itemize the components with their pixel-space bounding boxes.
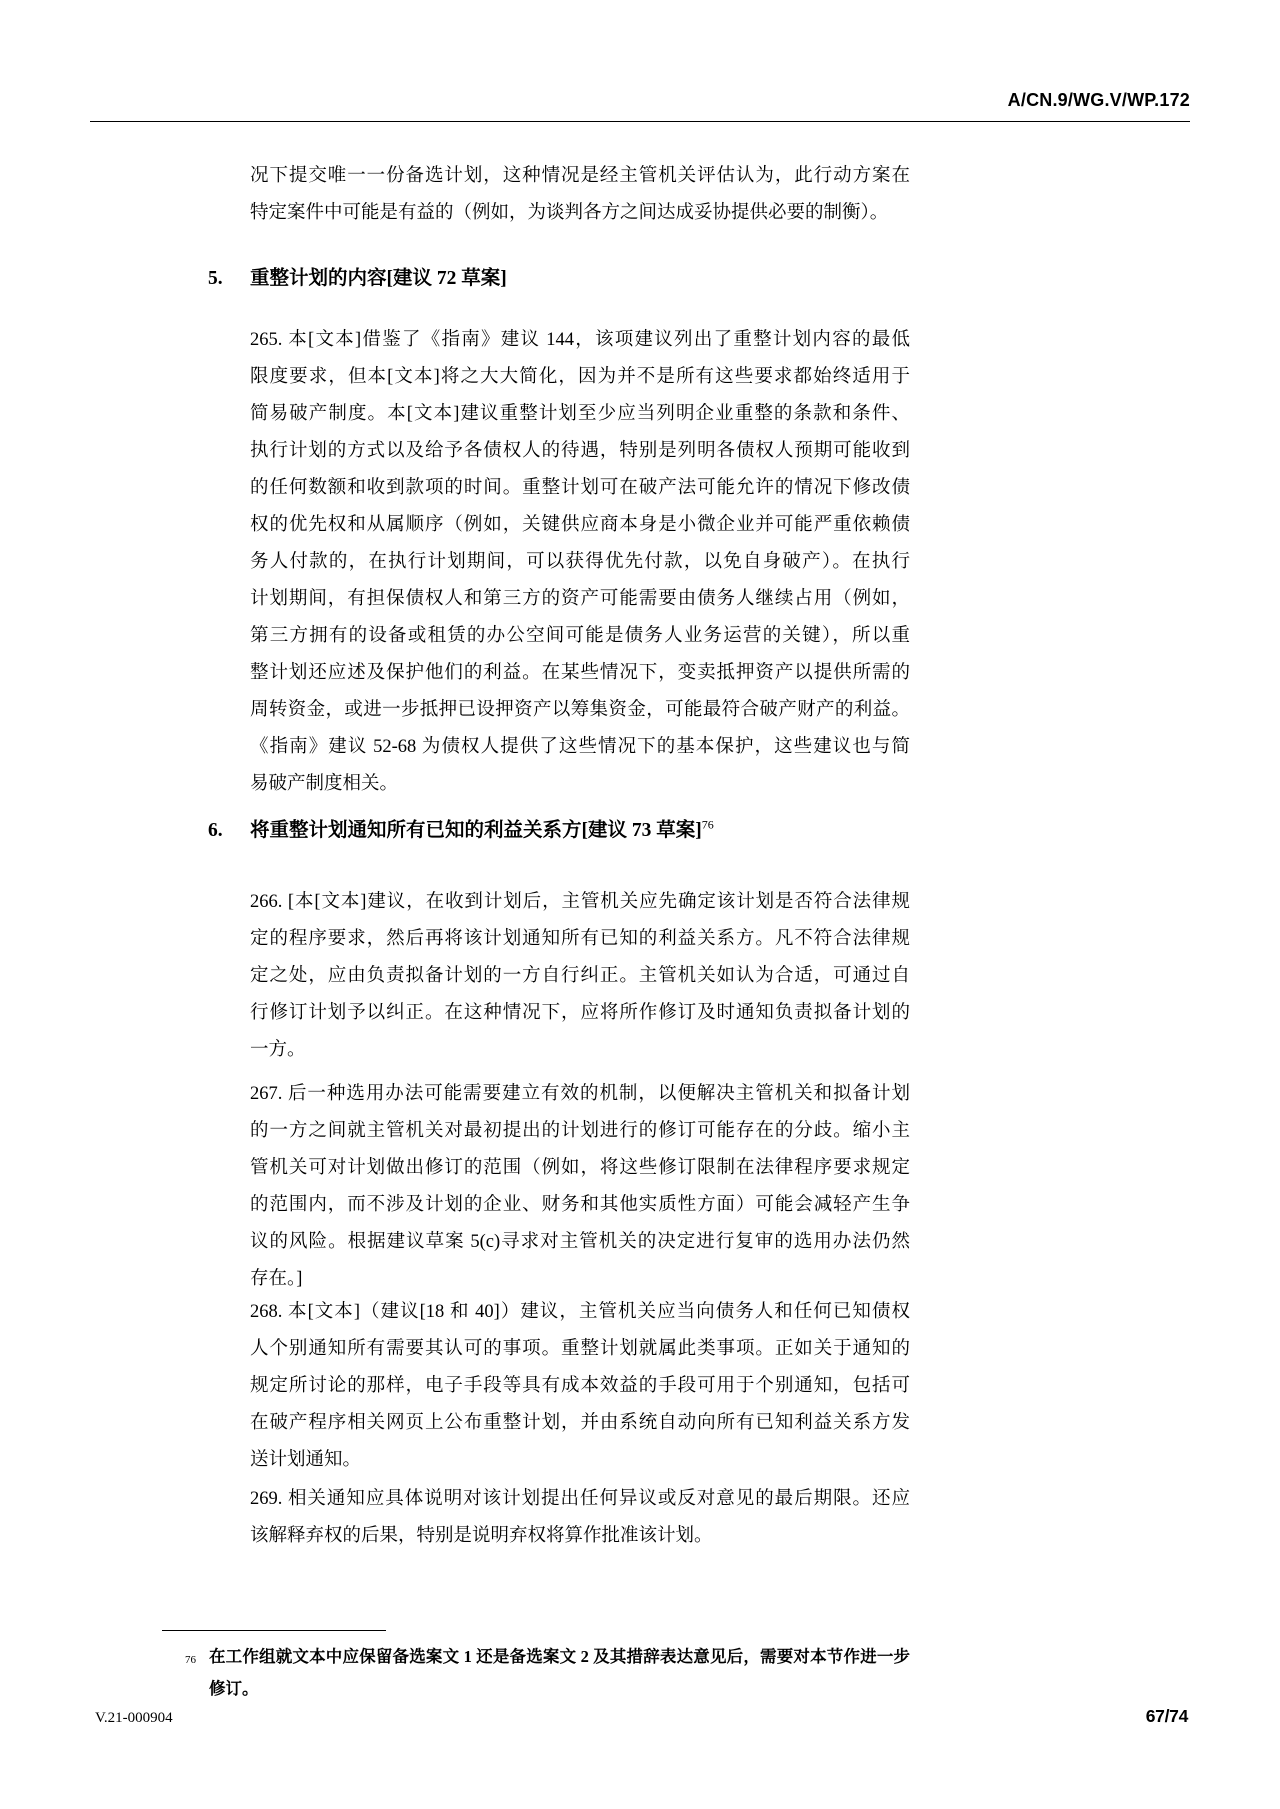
text-line: 规定所讨论的那样，电子手段等具有成本效益的手段可用于个别通知，包括可 [250,1376,910,1396]
paragraph-266 [250,884,910,1069]
document-number: A/CN.9/WG.V/WP.172 [1007,90,1190,110]
section-heading-5 [208,264,928,294]
text-line: 定的程序要求，然后再将该计划通知所有已知的利益关系方。凡不符合法律规 [250,929,910,949]
heading-number: 6. [208,820,223,841]
paragraph-267 [250,1076,910,1298]
heading-title: 重整计划的内容[建议 72 草案] [250,268,507,289]
text-line: 周转资金，或进一步抵押已设押资产以筹集资金，可能最符合破产财产的利益。 [250,700,910,720]
header-rule [90,121,1190,122]
text-line: 的任何数额和收到款项的时间。重整计划可在破产法可能允许的情况下修改债 [250,478,910,498]
text-line: 265. 本[文本]借鉴了《指南》建议 144，该项建议列出了重整计划内容的最低 [250,330,910,350]
section-heading-6 [208,816,928,846]
text-line: 的一方之间就主管机关对最初提出的计划进行的修订可能存在的分歧。缩小主 [250,1121,910,1141]
text-line: 第三方拥有的设备或租赁的办公空间可能是债务人业务运营的关键），所以重 [250,626,910,646]
text-line: 整计划还应述及保护他们的利益。在某些情况下，变卖抵押资产以提供所需的 [250,663,910,683]
paragraph-269 [250,1481,910,1555]
heading-title: 将重整计划通知所有已知的利益关系方[建议 73 草案]$^{76}$ [250,817,714,841]
text-line: 在工作组就文本中应保留备选案文 1 还是备选案文 2 及其措辞表达意见后，需要对本节作进一步 [209,1647,910,1666]
text-line: 修订。 [209,1679,259,1698]
text-line: 特定案件中可能是有益的（例如，为谈判各方之间达成妥协提供必要的制衡）。 [250,203,889,223]
text-line: 在破产程序相关网页上公布重整计划，并由系统自动向所有已知利益关系方发 [250,1413,910,1433]
footer-document-code: V.21-000904 [95,1710,173,1726]
footnote-76 [185,1641,910,1705]
text-line: 务人付款的，在执行计划期间，可以获得优先付款，以免自身破产）。在执行 [250,552,910,572]
text-line: 送计划通知。 [250,1450,362,1470]
text-line: 人个别通知所有需要其认可的事项。重整计划就属此类事项。正如关于通知的 [250,1339,910,1359]
footnote-reference-marker: 76 [701,817,714,832]
text-line: 况下提交唯一一份备选计划，这种情况是经主管机关评估认为，此行动方案在 [250,166,910,186]
footer-page-number: 67/74 [1145,1706,1188,1726]
text-line: 计划期间，有担保债权人和第三方的资产可能需要由债务人继续占用（例如， [250,589,910,609]
text-line: 执行计划的方式以及给予各债权人的待遇，特别是列明各债权人预期可能收到 [250,441,910,461]
text-line: 管机关可对计划做出修订的范围（例如，将这些修订限制在法律程序要求规定 [250,1158,910,1178]
text-line: 该解释弃权的后果，特别是说明弃权将算作批准该计划。 [250,1526,713,1546]
text-line: 存在。] [250,1269,303,1289]
text-line: 《指南》建议 52-68 为债权人提供了这些情况下的基本保护，这些建议也与简 [250,737,910,757]
text-line: 268. 本[文本]（建议[18 和 40]）建议，主管机关应当向债务人和任何已知债权 [250,1302,910,1322]
text-line: 权的优先权和从属顺序（例如，关键供应商本身是小微企业并可能严重依赖债 [250,515,910,535]
text-line: 行修订计划予以纠正。在这种情况下，应将所作修订及时通知负责拟备计划的 [250,1003,910,1023]
text-line: 的范围内，而不涉及计划的企业、财务和其他实质性方面）可能会减轻产生争 [250,1195,910,1215]
heading-number: 5. [208,268,223,289]
text-line: 易破产制度相关。 [250,774,399,794]
paragraph-continuation [250,158,910,232]
paragraph-265 [250,322,910,803]
text-line: 一方。 [250,1040,306,1060]
text-line: 议的风险。根据建议草案 5(c)寻求对主管机关的决定进行复审的选用办法仍然 [250,1232,910,1252]
footnote-text [209,1641,910,1705]
text-line: 简易破产制度。本[文本]建议重整计划至少应当列明企业重整的条款和条件、 [250,404,910,424]
text-line: 266. [本[文本]建议，在收到计划后，主管机关应先确定该计划是否符合法律规 [250,892,910,912]
text-line: 限度要求，但本[文本]将之大大简化，因为并不是所有这些要求都始终适用于 [250,367,910,387]
paragraph-268 [250,1294,910,1479]
text-line: 269. 相关通知应具体说明对该计划提出任何异议或反对意见的最后期限。还应 [250,1489,910,1509]
footnote-number: 76 [185,1654,196,1666]
text-line: 267. 后一种选用办法可能需要建立有效的机制，以便解决主管机关和拟备计划 [250,1084,910,1104]
text-line: 定之处，应由负责拟备计划的一方自行纠正。主管机关如认为合适，可通过自 [250,966,910,986]
footnote-separator-rule [162,1630,386,1631]
